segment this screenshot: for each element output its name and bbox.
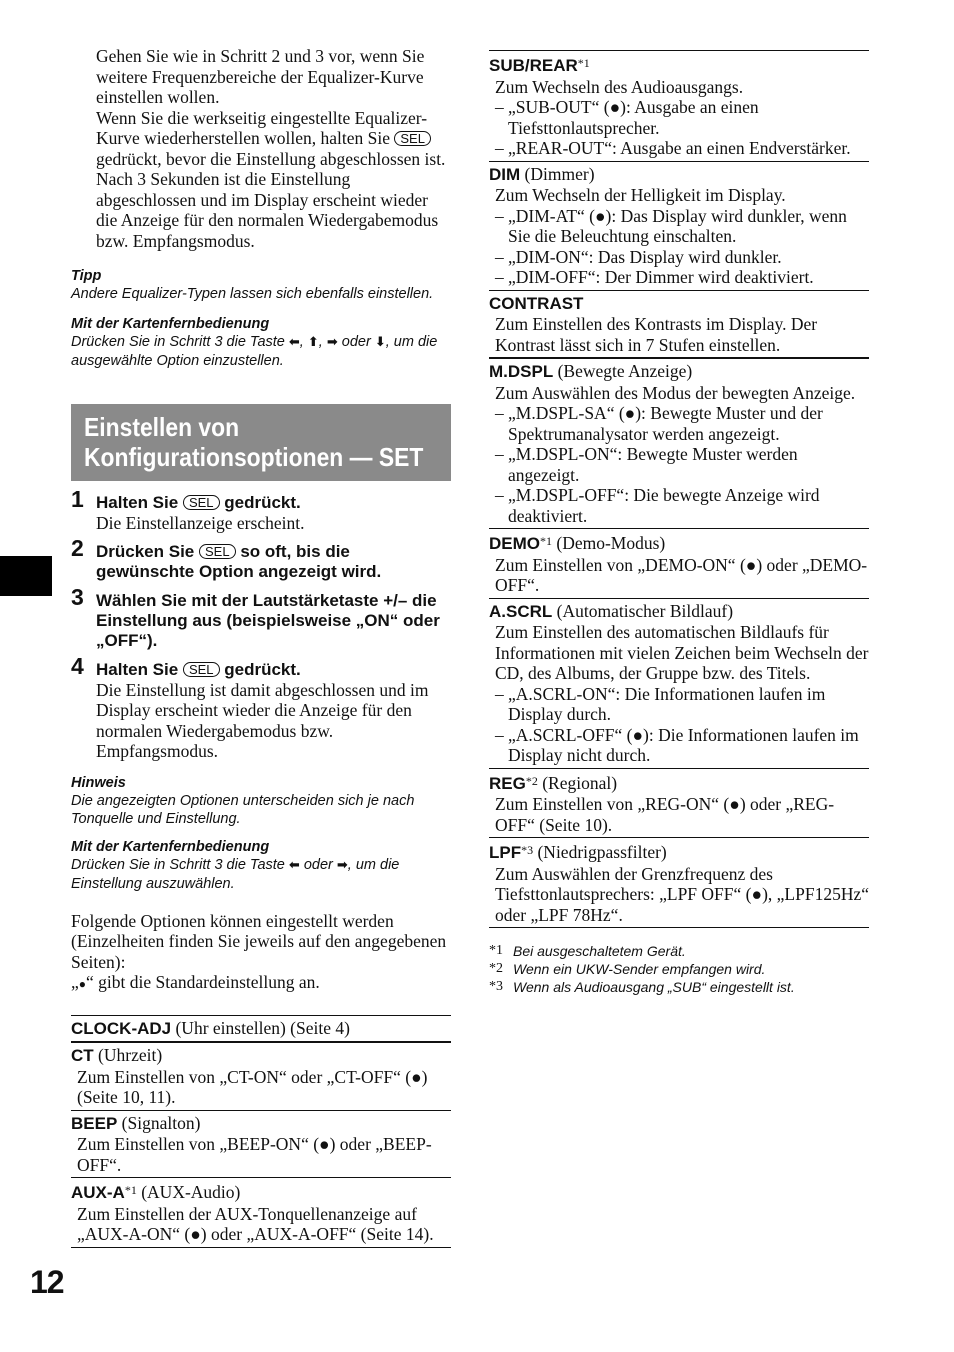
sel-key: SEL xyxy=(183,495,220,510)
option-header xyxy=(489,840,869,864)
option-subtitle: (Automatischer Bildlauf) xyxy=(552,600,734,621)
footnote-text: Wenn ein UKW-Sender empfangen wird. xyxy=(513,961,766,977)
option-description: Zum Einstellen von „DEMO-ON“ (●) oder „DEMO-OFF“. xyxy=(495,554,868,595)
step-item xyxy=(71,652,451,762)
tipp-note xyxy=(71,267,451,303)
step-item xyxy=(71,534,451,582)
option-subtitle: (Niedrigpassfilter) xyxy=(533,842,667,862)
option-term: DEMO xyxy=(489,534,540,553)
step-number: 4 xyxy=(71,652,84,679)
footnote-text: Bei ausgeschaltetem Gerät. xyxy=(513,943,686,959)
option-term: LPF xyxy=(489,843,522,862)
note-text-part: oder xyxy=(341,334,371,350)
option-header xyxy=(489,601,869,623)
separator: , xyxy=(318,334,323,350)
option-description: Zum Einstellen von „REG-ON“ (●) oder „REG-OFF“ (Seite 10). xyxy=(495,794,835,835)
option-subtitle: (Signalton) xyxy=(117,1112,201,1133)
footnote-ref: *2 xyxy=(525,773,538,788)
footnote xyxy=(489,978,869,996)
option-header xyxy=(489,53,869,77)
note-title: Mit der Kartenfernbedienung xyxy=(71,838,270,855)
note-text-part: , um die Einstellung auszuwählen. xyxy=(71,856,400,892)
option-row xyxy=(489,162,869,291)
option-subtitle: (Uhr einstellen) (Seite 4) xyxy=(171,1017,350,1038)
note-text-part: , um die ausgewählte Option einzustellen. xyxy=(71,334,438,369)
footnote xyxy=(489,960,869,978)
footnote-key: *1 xyxy=(489,943,503,958)
arrow-right-icon: ➡ xyxy=(326,335,338,350)
option-description: Zum Einstellen des Kontrasts im Display. Der Kontrast lässt sich in 7 Stufen einstellen. xyxy=(495,314,818,355)
option-header xyxy=(71,1018,451,1040)
footnote-text: Wenn als Audioausgang „SUB“ eingestellt ist. xyxy=(513,979,795,995)
option-description: Zum Einstellen des automatischen Bildlaufs für Informationen mit vielen Zeichen beim Wechseln der CD, des Albums, der Gruppe bzw. des Titels. xyxy=(495,622,869,683)
option-header xyxy=(489,293,869,315)
hinweis-note xyxy=(71,774,451,828)
option-term: CT xyxy=(71,1046,94,1065)
option-subtitle: (Demo-Modus) xyxy=(552,533,666,553)
option-row xyxy=(71,1178,451,1248)
option-row xyxy=(489,599,869,769)
step-title xyxy=(96,660,451,680)
sel-key: SEL xyxy=(183,662,220,677)
intro-text-part: gedrückt, bevor die Einstellung abgeschlossen ist. xyxy=(96,148,446,169)
options-table-right xyxy=(489,50,869,928)
note-text-part: oder xyxy=(303,856,333,873)
option-bullet: – „A.SCRL-ON“: Die Informationen laufen im Display durch. xyxy=(495,684,869,725)
step-title-part: Halten Sie xyxy=(96,493,179,512)
step-title-part: gedrückt. xyxy=(224,493,301,512)
footnote-ref: *3 xyxy=(521,843,534,857)
option-description: Zum Auswählen der Grenzfrequenz des Tiefsttonlautsprechers: „LPF OFF“ (●), „LPF125Hz“ oder „LPF 78Hz“. xyxy=(495,863,869,925)
arrow-right-icon: ➡ xyxy=(336,857,348,873)
option-term: DIM xyxy=(489,164,521,184)
text-part: “ gibt die Standardeinstellung an. xyxy=(86,972,320,992)
footnote-ref: *1 xyxy=(540,534,552,548)
step-description: Die Einstellung ist damit abgeschlossen und im Display erscheint wieder die Anzeige für den normalen Wiedergabemodus bzw. Empfangsmodus. xyxy=(96,679,429,761)
option-row xyxy=(71,1016,451,1044)
step-number: 2 xyxy=(71,534,84,561)
option-header xyxy=(71,1180,451,1204)
option-row xyxy=(71,1111,451,1179)
step-title-part: Drücken Sie xyxy=(96,541,195,561)
footnote-key: *3 xyxy=(489,979,503,994)
step-title xyxy=(96,493,451,513)
option-row xyxy=(489,529,869,599)
option-description: Zum Auswählen des Modus der bewegten Anzeige. xyxy=(495,382,856,403)
option-row xyxy=(489,769,869,839)
separator: , xyxy=(299,334,304,350)
intro-text xyxy=(96,46,451,251)
option-bullets xyxy=(495,206,869,288)
step-title-part: gedrückt. xyxy=(224,659,301,679)
default-marker-line xyxy=(71,972,451,995)
option-header xyxy=(71,1113,451,1135)
option-term: REG xyxy=(489,773,526,793)
option-term: CLOCK-ADJ xyxy=(71,1018,172,1038)
step-title xyxy=(96,542,451,582)
option-term: BEEP xyxy=(71,1113,118,1133)
option-row xyxy=(489,51,869,162)
option-bullet: – „REAR-OUT“: Ausgabe an einen Endverstärker. xyxy=(495,138,869,159)
footnote-ref: *1 xyxy=(124,1183,137,1197)
sel-key: SEL xyxy=(199,544,236,559)
arrow-up-icon: ⬆ xyxy=(307,335,319,350)
intro-paragraph: Gehen Sie wie in Schritt 2 und 3 vor, wenn Sie weitere Frequenzbereiche der Equalizer-Kurve einstellen wollen. xyxy=(96,46,425,107)
step-description: Die Einstellanzeige erscheint. xyxy=(96,513,305,533)
option-header xyxy=(489,164,869,186)
step-title: Wählen Sie mit der Lautstärketaste +/– die Einstellung aus (beispielsweise „ON“ oder „OFF“). xyxy=(96,590,440,650)
arrow-down-icon: ⬇ xyxy=(374,335,386,350)
option-bullet: – „DIM-OFF“: Der Dimmer wird deaktiviert. xyxy=(495,267,869,288)
step-item xyxy=(71,486,451,534)
default-dot-icon: ● xyxy=(78,977,87,991)
note-text-part: Drücken Sie in Schritt 3 die Taste xyxy=(71,334,285,350)
section-heading xyxy=(71,404,451,481)
footnote xyxy=(489,942,869,960)
footnote-ref: *1 xyxy=(577,56,590,70)
option-term: SUB/REAR xyxy=(489,56,578,75)
note-title: Tipp xyxy=(71,268,102,284)
option-term: A.SCRL xyxy=(489,601,553,621)
heading-line: Konfigurationsoptionen — SET xyxy=(84,442,424,472)
option-term: M.DSPL xyxy=(489,362,554,381)
remote-note xyxy=(71,315,451,370)
note-title: Hinweis xyxy=(71,774,126,791)
option-description: Zum Einstellen von „CT-ON“ oder „CT-OFF“ (●) (Seite 10, 11). xyxy=(77,1066,428,1107)
option-term: AUX-A xyxy=(71,1183,125,1202)
note-text-part: Drücken Sie in Schritt 3 die Taste xyxy=(71,856,285,873)
arrow-left-icon: ⬅ xyxy=(288,857,300,873)
option-subtitle: (Bewegte Anzeige) xyxy=(553,361,693,381)
option-bullet: – „M.DSPL-SA“ (●): Bewegte Muster und der Spektrumanalysator werden angezeigt. xyxy=(495,403,869,444)
option-description: Zum Einstellen der AUX-Tonquellenanzeige auf „AUX-A-ON“ (●) oder „AUX-A-OFF“ (Seite 14). xyxy=(77,1203,434,1244)
options-intro-line: Folgende Optionen können eingestellt werden (Einzelheiten finden Sie jeweils auf den angegebenen Seiten): xyxy=(71,910,447,972)
option-description: Zum Wechseln des Audioausgangs. xyxy=(495,76,744,97)
option-subtitle: (Dimmer) xyxy=(520,163,595,184)
step-number: 3 xyxy=(71,583,84,610)
option-bullets xyxy=(495,403,869,526)
option-header xyxy=(71,1045,451,1067)
option-bullet: – „M.DSPL-ON“: Bewegte Muster werden angezeigt. xyxy=(495,444,869,485)
remote-note xyxy=(71,838,451,893)
option-bullet: – „DIM-ON“: Das Display wird dunkler. xyxy=(495,247,869,268)
option-description: Zum Einstellen von „BEEP-ON“ (●) oder „BEEP-OFF“. xyxy=(77,1134,432,1175)
footnotes xyxy=(489,942,869,996)
option-row xyxy=(489,291,869,360)
step-title-part: so oft, bis die gewünschte Option angezeigt wird. xyxy=(96,541,382,581)
heading-line: Einstellen von xyxy=(84,412,240,442)
option-header xyxy=(489,771,869,795)
note-text: Andere Equalizer-Typen lassen sich ebenfalls einstellen. xyxy=(71,286,434,302)
option-header xyxy=(489,361,869,383)
section-tab xyxy=(0,556,52,596)
intro-paragraph xyxy=(96,108,451,170)
right-column xyxy=(489,50,869,996)
option-header xyxy=(489,531,869,555)
text-part: „ xyxy=(71,972,79,992)
page-number: 12 xyxy=(30,1264,64,1300)
intro-text-part: Wenn Sie die werkseitig eingestellte Equalizer-Kurve wiederherstellen wollen, halten Sie xyxy=(96,107,428,148)
option-bullet: – „A.SCRL-OFF“ (●): Die Informationen laufen im Display nicht durch. xyxy=(495,725,869,766)
footnote-key: *2 xyxy=(489,961,503,976)
sel-key: SEL xyxy=(394,131,431,146)
note-text xyxy=(71,856,451,893)
options-intro xyxy=(71,911,451,995)
option-term: CONTRAST xyxy=(489,293,584,313)
steps-list xyxy=(71,486,451,762)
option-bullets xyxy=(495,97,869,159)
option-row xyxy=(489,838,869,928)
option-bullets xyxy=(495,684,869,766)
note-text xyxy=(71,333,451,370)
option-bullet: – „SUB-OUT“ (●): Ausgabe an einen Tiefsttonlautsprecher. xyxy=(495,97,869,138)
option-row xyxy=(489,359,869,529)
note-text: Die angezeigten Optionen unterscheiden sich je nach Tonquelle und Einstellung. xyxy=(71,792,415,827)
arrow-left-icon: ⬅ xyxy=(288,335,300,350)
option-row xyxy=(71,1043,451,1111)
option-subtitle: (Uhrzeit) xyxy=(93,1045,163,1065)
options-table-left xyxy=(71,1015,451,1248)
step-number: 1 xyxy=(71,486,84,512)
option-description: Zum Wechseln der Helligkeit im Display. xyxy=(495,185,786,205)
note-title: Mit der Kartenfernbedienung xyxy=(71,316,270,332)
left-column xyxy=(71,46,451,1248)
step-item xyxy=(71,583,451,651)
option-bullet: – „DIM-AT“ (●): Das Display wird dunkler, wenn Sie die Beleuchtung einschalten. xyxy=(495,206,869,247)
option-subtitle: (AUX-Audio) xyxy=(136,1182,241,1202)
option-bullet: – „M.DSPL-OFF“: Die bewegte Anzeige wird deaktiviert. xyxy=(495,485,869,526)
step-title-part: Halten Sie xyxy=(96,659,179,679)
intro-paragraph: Nach 3 Sekunden ist die Einstellung abgeschlossen und im Display erscheint wieder die Anzeige für den normalen Wiedergabemodus bzw. Empfangsmodus. xyxy=(96,169,439,251)
option-subtitle: (Regional) xyxy=(537,772,618,793)
